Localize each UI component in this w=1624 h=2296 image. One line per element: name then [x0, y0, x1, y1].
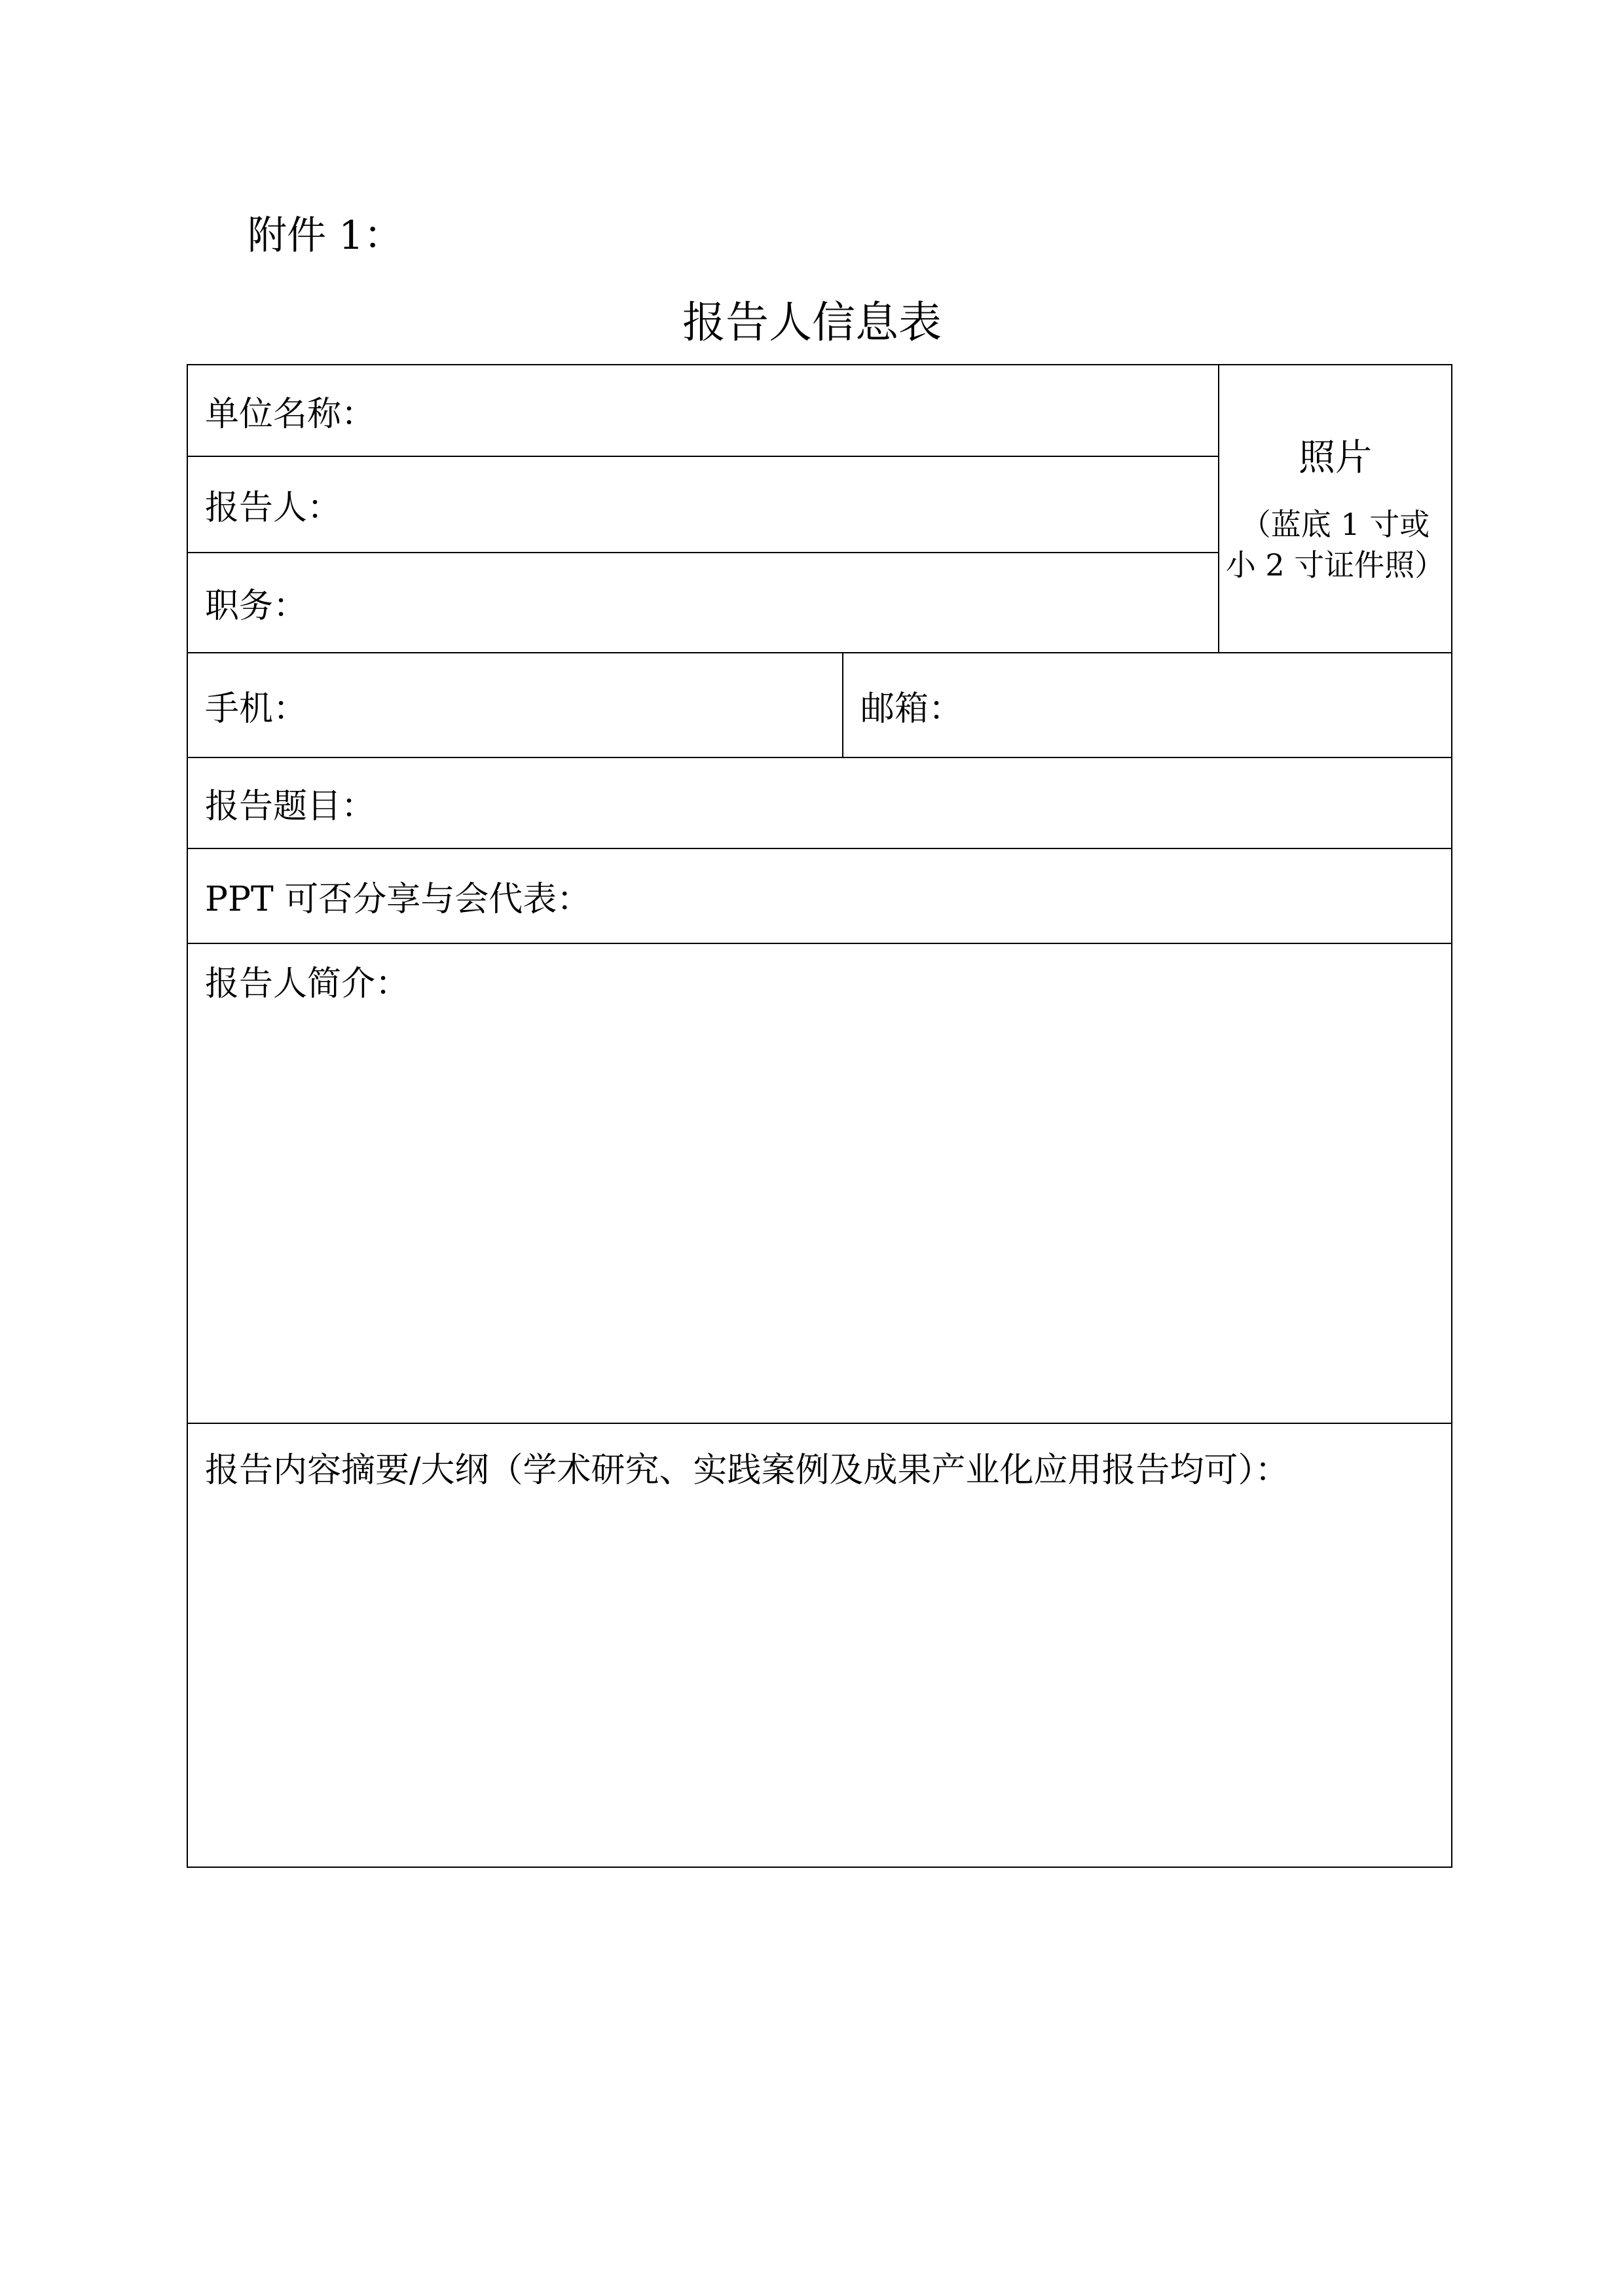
mobile-cell[interactable] — [187, 652, 843, 758]
attachment-label: 附件 1： — [248, 213, 403, 259]
email-label: 邮箱： — [860, 689, 963, 729]
ppt-share-cell[interactable] — [187, 848, 1452, 944]
photo-title: 照片 — [1299, 437, 1372, 479]
position-cell[interactable] — [187, 552, 1219, 653]
bio-label: 报告人简介： — [205, 964, 410, 1004]
report-title-cell[interactable] — [187, 757, 1452, 849]
organization-cell[interactable] — [187, 364, 1219, 457]
form-title: 报告人信息表 — [682, 297, 942, 348]
ppt-share-label: PPT 可否分享与会代表： — [205, 880, 591, 919]
photo-note-line-2: 小 2 寸证件照） — [1225, 547, 1445, 583]
photo-note-line-1: （蓝底 1 寸或 — [1240, 507, 1430, 542]
position-label: 职务： — [205, 587, 308, 626]
photo-cell[interactable] — [1218, 364, 1452, 653]
presenter-label: 报告人： — [205, 488, 342, 528]
mobile-label: 手机： — [205, 689, 308, 729]
abstract-cell[interactable] — [187, 1423, 1452, 1868]
organization-label: 单位名称： — [205, 394, 376, 434]
presenter-cell[interactable] — [187, 456, 1219, 553]
report-title-label: 报告题目： — [205, 787, 376, 826]
email-cell[interactable] — [842, 652, 1452, 758]
abstract-label: 报告内容摘要/大纲（学术研究、实践案例及成果产业化应用报告均可）： — [205, 1451, 1289, 1490]
bio-cell[interactable] — [187, 943, 1452, 1424]
